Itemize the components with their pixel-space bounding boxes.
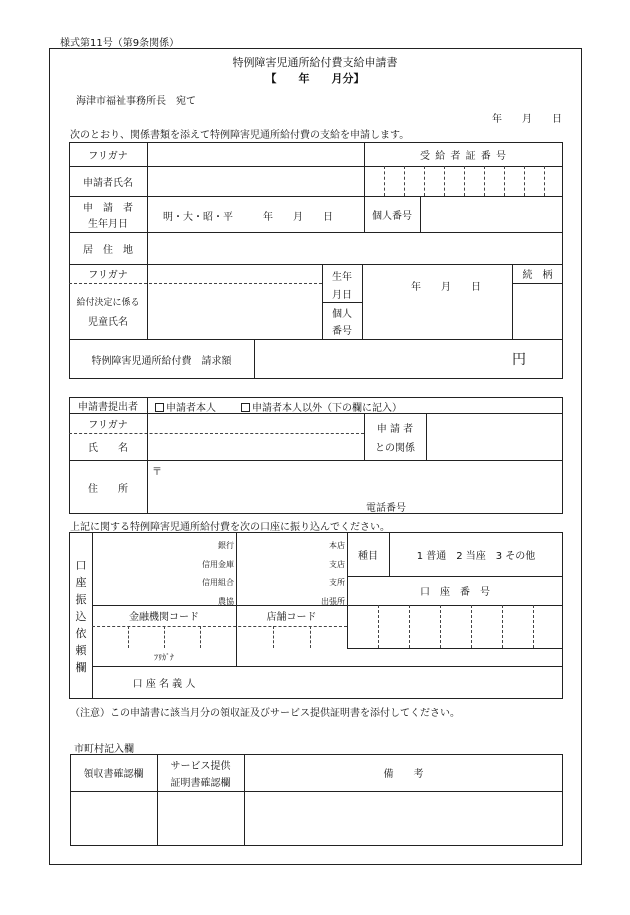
applicant-my-number-label: 個人番号 xyxy=(372,210,412,222)
child-name-label-1: 給付決定に係る xyxy=(76,298,140,308)
submitter-furigana-label: フリガナ xyxy=(88,419,128,431)
service-check-field[interactable] xyxy=(158,792,243,845)
checkbox-other[interactable] xyxy=(241,403,250,412)
applicant-name-field[interactable] xyxy=(148,167,363,195)
child-birth-date[interactable]: 年 月 日 xyxy=(411,282,481,293)
bank-side-label xyxy=(70,557,92,676)
form-period[interactable]: 【 年 月分】 xyxy=(265,72,365,85)
claim-amount-label: 特例障害児通所給付費 請求額 xyxy=(91,355,232,367)
holder-furigana-label: ﾌﾘｶﾞﾅ xyxy=(154,652,174,662)
submitter-self-option[interactable] xyxy=(155,399,216,414)
side-label-char: 込 xyxy=(75,610,87,623)
account-kind-options[interactable]: 1 普通 2 当座 3 その他 xyxy=(416,550,536,562)
submitter-address-label: 住 所 xyxy=(88,483,128,495)
institution-code-label: 金融機関コード xyxy=(129,612,199,623)
side-label-char: 欄 xyxy=(75,661,87,674)
submitter-name-field[interactable] xyxy=(148,434,363,459)
submitter-other-text: 申請者本人以外（下の欄に記入） xyxy=(252,403,402,414)
service-check-label-1: サービス提供 xyxy=(170,761,231,772)
side-label-char: 口 xyxy=(75,559,87,572)
inst-type-bank: 銀行 xyxy=(218,541,234,550)
child-relation-field[interactable] xyxy=(513,284,562,338)
child-my-number-label-2: 番号 xyxy=(332,326,352,337)
service-check-label-2: 証明書確認欄 xyxy=(170,778,231,789)
form-title: 特例障害児通所給付費支給申請書 xyxy=(232,56,398,69)
receipt-check-field[interactable] xyxy=(71,792,156,845)
account-number-field[interactable] xyxy=(348,606,562,647)
institution-code-field[interactable] xyxy=(93,627,235,647)
submitter-address-field[interactable] xyxy=(162,461,560,497)
intro-text: 次のとおり、関係書類を添えて特例障害児通所給付費の支給を申請します。 xyxy=(70,130,410,141)
submitter-furigana-field[interactable] xyxy=(148,414,363,432)
receipt-check-label: 領収書確認欄 xyxy=(83,769,144,780)
child-name-label-2: 児童氏名 xyxy=(88,317,128,328)
claim-amount-field[interactable] xyxy=(255,340,505,378)
submission-date[interactable]: 年 月 日 xyxy=(492,114,562,125)
branch-types xyxy=(290,537,345,611)
applicant-birth-date[interactable]: 明・大・昭・平 年 月 日 xyxy=(163,212,333,223)
form-style-number: 様式第11号（第9条関係） xyxy=(60,38,180,49)
addressee: 海津市福祉事務所長 宛て xyxy=(76,96,196,107)
yen-unit: 円 xyxy=(512,352,526,368)
applicant-name-label: 申請者氏名 xyxy=(83,177,133,189)
phone-label: 電話番号 xyxy=(366,503,406,514)
applicant-address-field[interactable] xyxy=(148,233,562,263)
applicant-furigana-field[interactable] xyxy=(148,143,363,165)
side-label-char: 依 xyxy=(75,627,87,640)
submitter-label: 申請書提出者 xyxy=(78,401,138,413)
submitter-other-option[interactable] xyxy=(241,399,402,414)
applicant-address-label: 居 住 地 xyxy=(83,244,133,256)
submitter-relation-label-2: との関係 xyxy=(375,443,415,454)
branch-name-field[interactable] xyxy=(238,534,288,602)
child-my-number-label-1: 個人 xyxy=(332,309,352,320)
remarks-label: 備 考 xyxy=(383,769,424,780)
inst-type-shinkin: 信用金庫 xyxy=(202,559,234,569)
municipal-section-label: 市町村記入欄 xyxy=(74,744,134,755)
branch-code-label: 店舗コード xyxy=(266,612,317,623)
side-label-char: 振 xyxy=(75,593,87,606)
account-holder-label: 口 座 名 義 人 xyxy=(132,679,196,690)
submitter-relation-label-1: 申 請 者 xyxy=(376,424,414,435)
remarks-field[interactable] xyxy=(245,792,562,845)
branch-type-sub: 出張所 xyxy=(321,596,345,606)
branch-type-main: 本店 xyxy=(329,541,345,550)
institution-name-field[interactable] xyxy=(95,534,185,602)
cert-number-field[interactable] xyxy=(365,167,562,195)
account-holder-field[interactable] xyxy=(237,667,562,698)
side-label-char: 座 xyxy=(75,576,87,589)
phone-field[interactable] xyxy=(420,498,560,513)
account-number-label: 口 座 番 号 xyxy=(420,587,490,598)
child-my-number-field[interactable] xyxy=(363,303,511,338)
checkbox-self[interactable] xyxy=(155,403,164,412)
branch-type-office: 支所 xyxy=(329,578,345,587)
applicant-birth-label-1: 申 請 者 xyxy=(83,203,133,214)
branch-type-branch: 支店 xyxy=(329,559,345,569)
bank-intro: 上記に関する特例障害児通所給付費を次の口座に振り込んでください。 xyxy=(70,522,390,533)
child-birth-label-2: 月日 xyxy=(332,290,352,301)
submitter-relation-field[interactable] xyxy=(427,414,562,459)
side-label-char: 頼 xyxy=(75,644,87,657)
applicant-birth-label-2: 生年月日 xyxy=(88,219,128,230)
inst-type-shinkumi: 信用組合 xyxy=(202,578,234,587)
branch-code-field[interactable] xyxy=(237,627,346,647)
postal-mark: 〒 xyxy=(152,467,162,478)
child-birth-label-1: 生年 xyxy=(332,272,352,283)
note-text: （注意）この申請書に該当月分の領収証及びサービス提供証明書を添付してください。 xyxy=(70,708,460,719)
inst-type-ja: 農協 xyxy=(218,596,234,606)
applicant-furigana-label: フリガナ xyxy=(88,150,128,162)
applicant-my-number-field[interactable] xyxy=(421,197,562,231)
child-furigana-label: フリガナ xyxy=(88,270,128,281)
cert-number-label: 受 給 者 証 番 号 xyxy=(420,150,507,162)
submitter-name-label: 氏 名 xyxy=(88,443,128,454)
child-relation-label: 続 柄 xyxy=(522,270,553,281)
holder-furigana-field[interactable] xyxy=(237,649,562,665)
child-name-field[interactable] xyxy=(148,284,321,338)
submitter-self-text: 申請者本人 xyxy=(166,403,216,414)
account-kind-label: 種目 xyxy=(358,550,378,562)
